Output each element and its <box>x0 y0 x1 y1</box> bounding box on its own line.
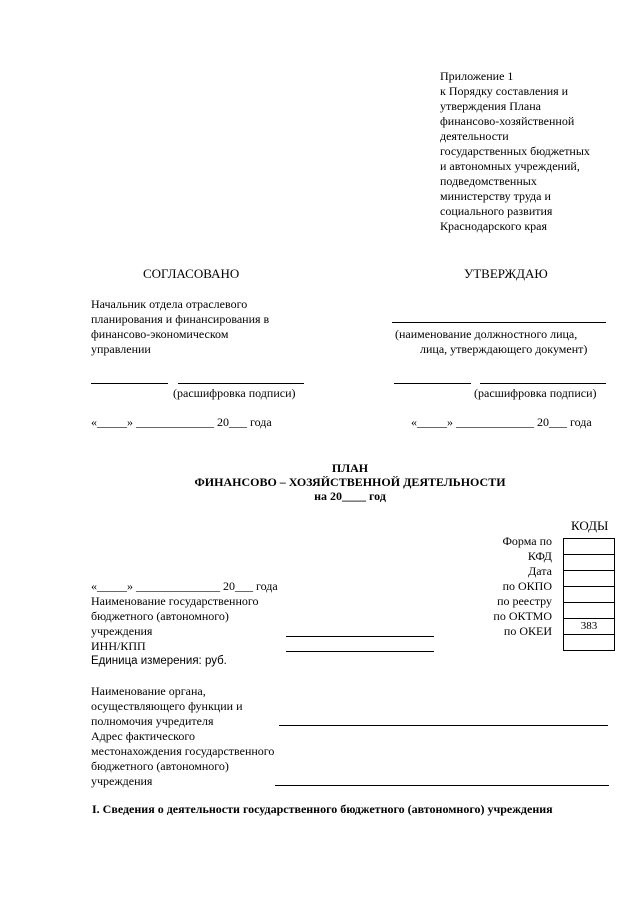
agreer-signature-caption: (расшифровка подписи) <box>173 386 296 400</box>
agreer-position-line: финансово-экономическом <box>91 327 229 341</box>
appendix-line: подведомственных <box>440 174 537 188</box>
authority-label-line: Наименование органа, <box>91 684 206 698</box>
appendix-line: финансово-хозяйственной <box>440 114 575 128</box>
address-label-line: Адрес фактического <box>91 729 195 743</box>
appendix-line: государственных бюджетных <box>440 144 590 158</box>
code-cell-okei[interactable]: 383 <box>564 619 614 635</box>
appendix-line: социального развития <box>440 204 553 218</box>
form-date-line[interactable]: «_____» ______________ 20___ года <box>91 579 278 593</box>
appendix-line: министерству труда и <box>440 189 551 203</box>
code-label: по ОКПО <box>502 579 552 593</box>
institution-name-field[interactable] <box>286 636 434 637</box>
appendix-line: Приложение 1 <box>440 69 514 83</box>
code-label: Форма по <box>502 534 552 548</box>
approver-signature-decoding-line[interactable] <box>480 383 606 384</box>
agreer-signature-decoding-line[interactable] <box>178 383 304 384</box>
code-label: КФД <box>527 549 552 563</box>
approve-heading: УТВЕРЖДАЮ <box>464 266 548 281</box>
code-cell-oktmo[interactable] <box>564 603 614 619</box>
agreer-position-line: планирования и финансирования в <box>91 312 270 326</box>
appendix-line: и автономных учреждений, <box>440 159 580 173</box>
code-label: по ОКЕИ <box>503 624 552 638</box>
approver-caption-line: (наименование должностного лица, <box>395 327 578 341</box>
plan-title: ПЛАН <box>331 461 369 475</box>
institution-label-line: учреждения <box>91 624 153 638</box>
address-label-line: учреждения <box>91 774 153 788</box>
code-cell-extra[interactable] <box>564 635 614 650</box>
codes-header: КОДЫ <box>571 518 609 533</box>
agreer-signature-line[interactable] <box>91 383 168 384</box>
agreer-position-line: Начальник отдела отраслевого <box>91 297 248 311</box>
code-cell-okpo[interactable] <box>564 571 614 587</box>
code-cell-kfd[interactable] <box>564 539 614 555</box>
plan-subtitle: ФИНАНСОВО – ХОЗЯЙСТВЕННОЙ ДЕЯТЕЛЬНОСТИ <box>194 475 506 489</box>
address-label-line: местонахождения государственного <box>91 744 275 758</box>
institution-label-line: Наименование государственного <box>91 594 259 608</box>
appendix-line: утверждения Плана <box>440 99 541 113</box>
inn-kpp-field[interactable] <box>286 651 434 652</box>
approver-signature-caption: (расшифровка подписи) <box>474 386 597 400</box>
address-label-line: бюджетного (автономного) <box>91 759 229 773</box>
code-label: по реестру <box>497 594 552 608</box>
code-cell-registry[interactable] <box>564 587 614 603</box>
plan-year: на 20____ год <box>314 489 386 503</box>
approver-signature-line[interactable] <box>394 383 471 384</box>
address-field[interactable] <box>275 785 609 786</box>
agreer-date-line[interactable]: «_____» _____________ 20___ года <box>91 415 272 429</box>
institution-label-line: бюджетного (автономного) <box>91 609 229 623</box>
code-label: по ОКТМО <box>493 609 552 623</box>
authority-label-line: осуществляющего функции и <box>91 699 243 713</box>
appendix-line: деятельности <box>440 129 509 143</box>
approver-date-line[interactable]: «_____» _____________ 20___ года <box>411 415 592 429</box>
authority-label-line: полномочия учредителя <box>91 714 214 728</box>
appendix-line: Краснодарского края <box>440 219 548 233</box>
unit-label: Единица измерения: руб. <box>91 655 227 667</box>
codes-table <box>563 538 615 651</box>
approver-caption-line: лица, утверждающего документ) <box>420 342 588 356</box>
section1-heading: I. Сведения о деятельности государственного бюджетного (автономного) учреждения <box>92 802 553 816</box>
appendix-line: к Порядку составления и <box>440 84 569 98</box>
authority-field[interactable] <box>279 725 608 726</box>
agreer-position-line: управлении <box>91 342 151 356</box>
approved-heading: СОГЛАСОВАНО <box>143 266 240 281</box>
approver-position-line[interactable] <box>392 322 606 323</box>
code-cell-date[interactable] <box>564 555 614 571</box>
inn-kpp-label: ИНН/КПП <box>91 639 146 653</box>
code-label: Дата <box>528 564 552 578</box>
